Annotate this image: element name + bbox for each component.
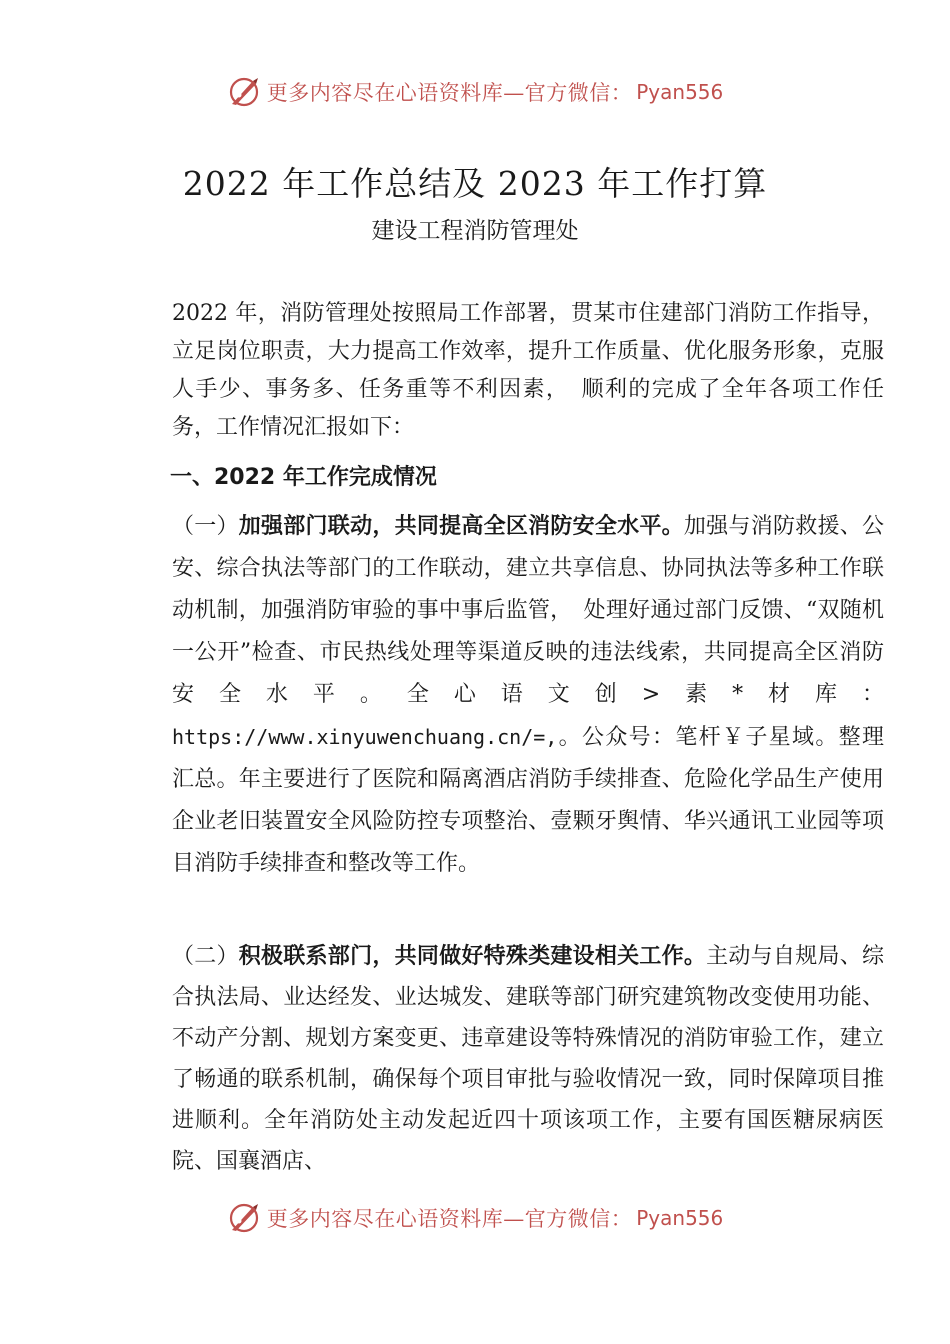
quill-logo-icon	[227, 1201, 261, 1235]
item-1-text-a: 加强与消防救援、公安、综合执法等部门的工作联动，建立共享信息、协同执法等多种工作联动机制，加强消防审验的事中事后监管， 处理好通过部门反馈、“双随机一公开”检查、市民热线处理等渠道反映的违法线索，共同提高全区消防安全水平。全心语文创>素*材库：	[172, 514, 884, 707]
document-title: 2022 年工作总结及 2023 年工作打算	[182, 164, 768, 203]
quill-logo-icon	[227, 75, 261, 109]
header-watermark-banner	[0, 70, 950, 114]
item-2-text: 主动与自规局、综合执法局、业达经发、业达城发、建联等部门研究建筑物改变使用功能、不动产分割、规划方案变更、违章建设等特殊情况的消防审验工作，建立了畅通的联系机制，确保每个项目审批与验收情况一致，同时保障项目推进顺利。全年消防处主动发起近四十项该项工作，主要有国医糖尿病医院、国襄酒店、	[172, 944, 884, 1174]
watermark-handle: Pyan556	[636, 1206, 724, 1230]
item-1-text-b: 。公众号：笔杆￥子星域。整理汇总。年主要进行了医院和隔离酒店消防手续排查、危险化学品生产使用企业老旧装置安全风险防控专项整治、壹颗牙舆情、华兴通讯工业园等项目消防手续排查和整改等工作。	[172, 725, 884, 876]
watermark-text: 更多内容尽在心语资料库—官方微信：	[266, 81, 633, 105]
item-2-number: （二）	[172, 944, 239, 969]
item-2-heading: 积极联系部门，共同做好特殊类建设相关工作。	[238, 944, 707, 969]
watermark-text: 更多内容尽在心语资料库—官方微信：	[266, 1207, 633, 1231]
document-subtitle: 建设工程消防管理处	[371, 218, 579, 244]
footer-watermark-banner	[0, 1196, 950, 1240]
item-1-number: （一）	[172, 514, 239, 539]
intro-paragraph: 2022 年，消防管理处按照局工作部署，贯某市住建部门消防工作指导，立足岗位职责，大力提高工作效率，提升工作质量、优化服务形象，克服人手少、事务多、任务重等不利因素， 顺利的完成了全年各项工作任务，工作情况汇报如下：	[172, 301, 884, 440]
item-1-url: https://www.xinyuwenchuang.cn/=,	[172, 725, 558, 749]
watermark-handle: Pyan556	[636, 80, 724, 104]
paragraph-item-1	[124, 506, 884, 885]
section-heading: 一、2022 年工作完成情况	[170, 465, 437, 490]
item-1-heading: 加强部门联动，共同提高全区消防安全水平。	[238, 514, 684, 539]
paragraph-item-2	[124, 936, 884, 1182]
